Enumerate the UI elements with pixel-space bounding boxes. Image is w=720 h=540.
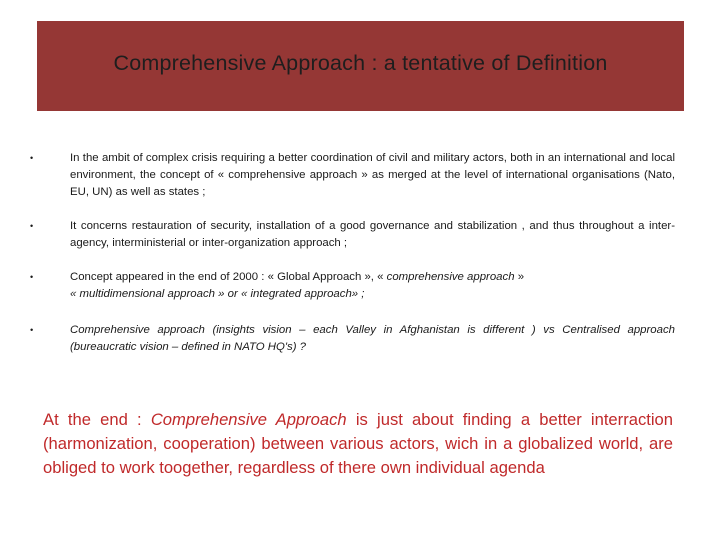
bullet-marker: • <box>30 153 34 163</box>
conclusion-italic: Comprehensive Approach <box>150 410 347 429</box>
bullet-marker: • <box>30 221 34 231</box>
bullet-item-security <box>30 218 675 252</box>
bullet-marker: • <box>30 272 34 282</box>
bullet-text-italic: « multidimensional approach » or « integrated approach» ; <box>70 288 365 300</box>
bullet-item-comparison <box>30 322 675 356</box>
conclusion-paragraph <box>43 408 673 480</box>
bullet-item-context <box>30 150 675 201</box>
bullet-item-concept <box>30 269 675 303</box>
bullet-text: In the ambit of complex crisis requiring a better coordination of civil and military actors, both in an international and local environment, the concept of « comprehensive approach » as merged at the level of international organisations (Nato, EU, UN) as well as states ; <box>70 152 675 198</box>
bullet-text-italic: comprehensive approach <box>386 271 515 283</box>
conclusion-part: At the end : <box>43 410 151 429</box>
bullet-text-part: Concept appeared in the end of 2000 : « Global Approach », « <box>70 271 387 283</box>
bullet-text: It concerns restauration of security, installation of a good governance and stabilization , and thus throughout a inter-agency, interministerial or inter-organization approach ; <box>70 220 675 249</box>
slide-title: Comprehensive Approach : a tentative of Definition <box>113 50 608 75</box>
bullet-marker: • <box>30 325 34 335</box>
bullet-text: Comprehensive approach (insights vision – each Valley in Afghanistan is different ) vs Centralised approach (bureaucratic vision – defined in NATO HQ's) ? <box>70 324 675 353</box>
conclusion-part: is just about finding a better interraction (harmonization, cooperation) between various actors, wich in a globalized world, are obliged to work toogether, regardless of there own individual agenda <box>43 410 673 477</box>
title-banner <box>37 21 684 111</box>
bullet-list <box>30 150 675 373</box>
bullet-text-part: » <box>514 271 525 283</box>
